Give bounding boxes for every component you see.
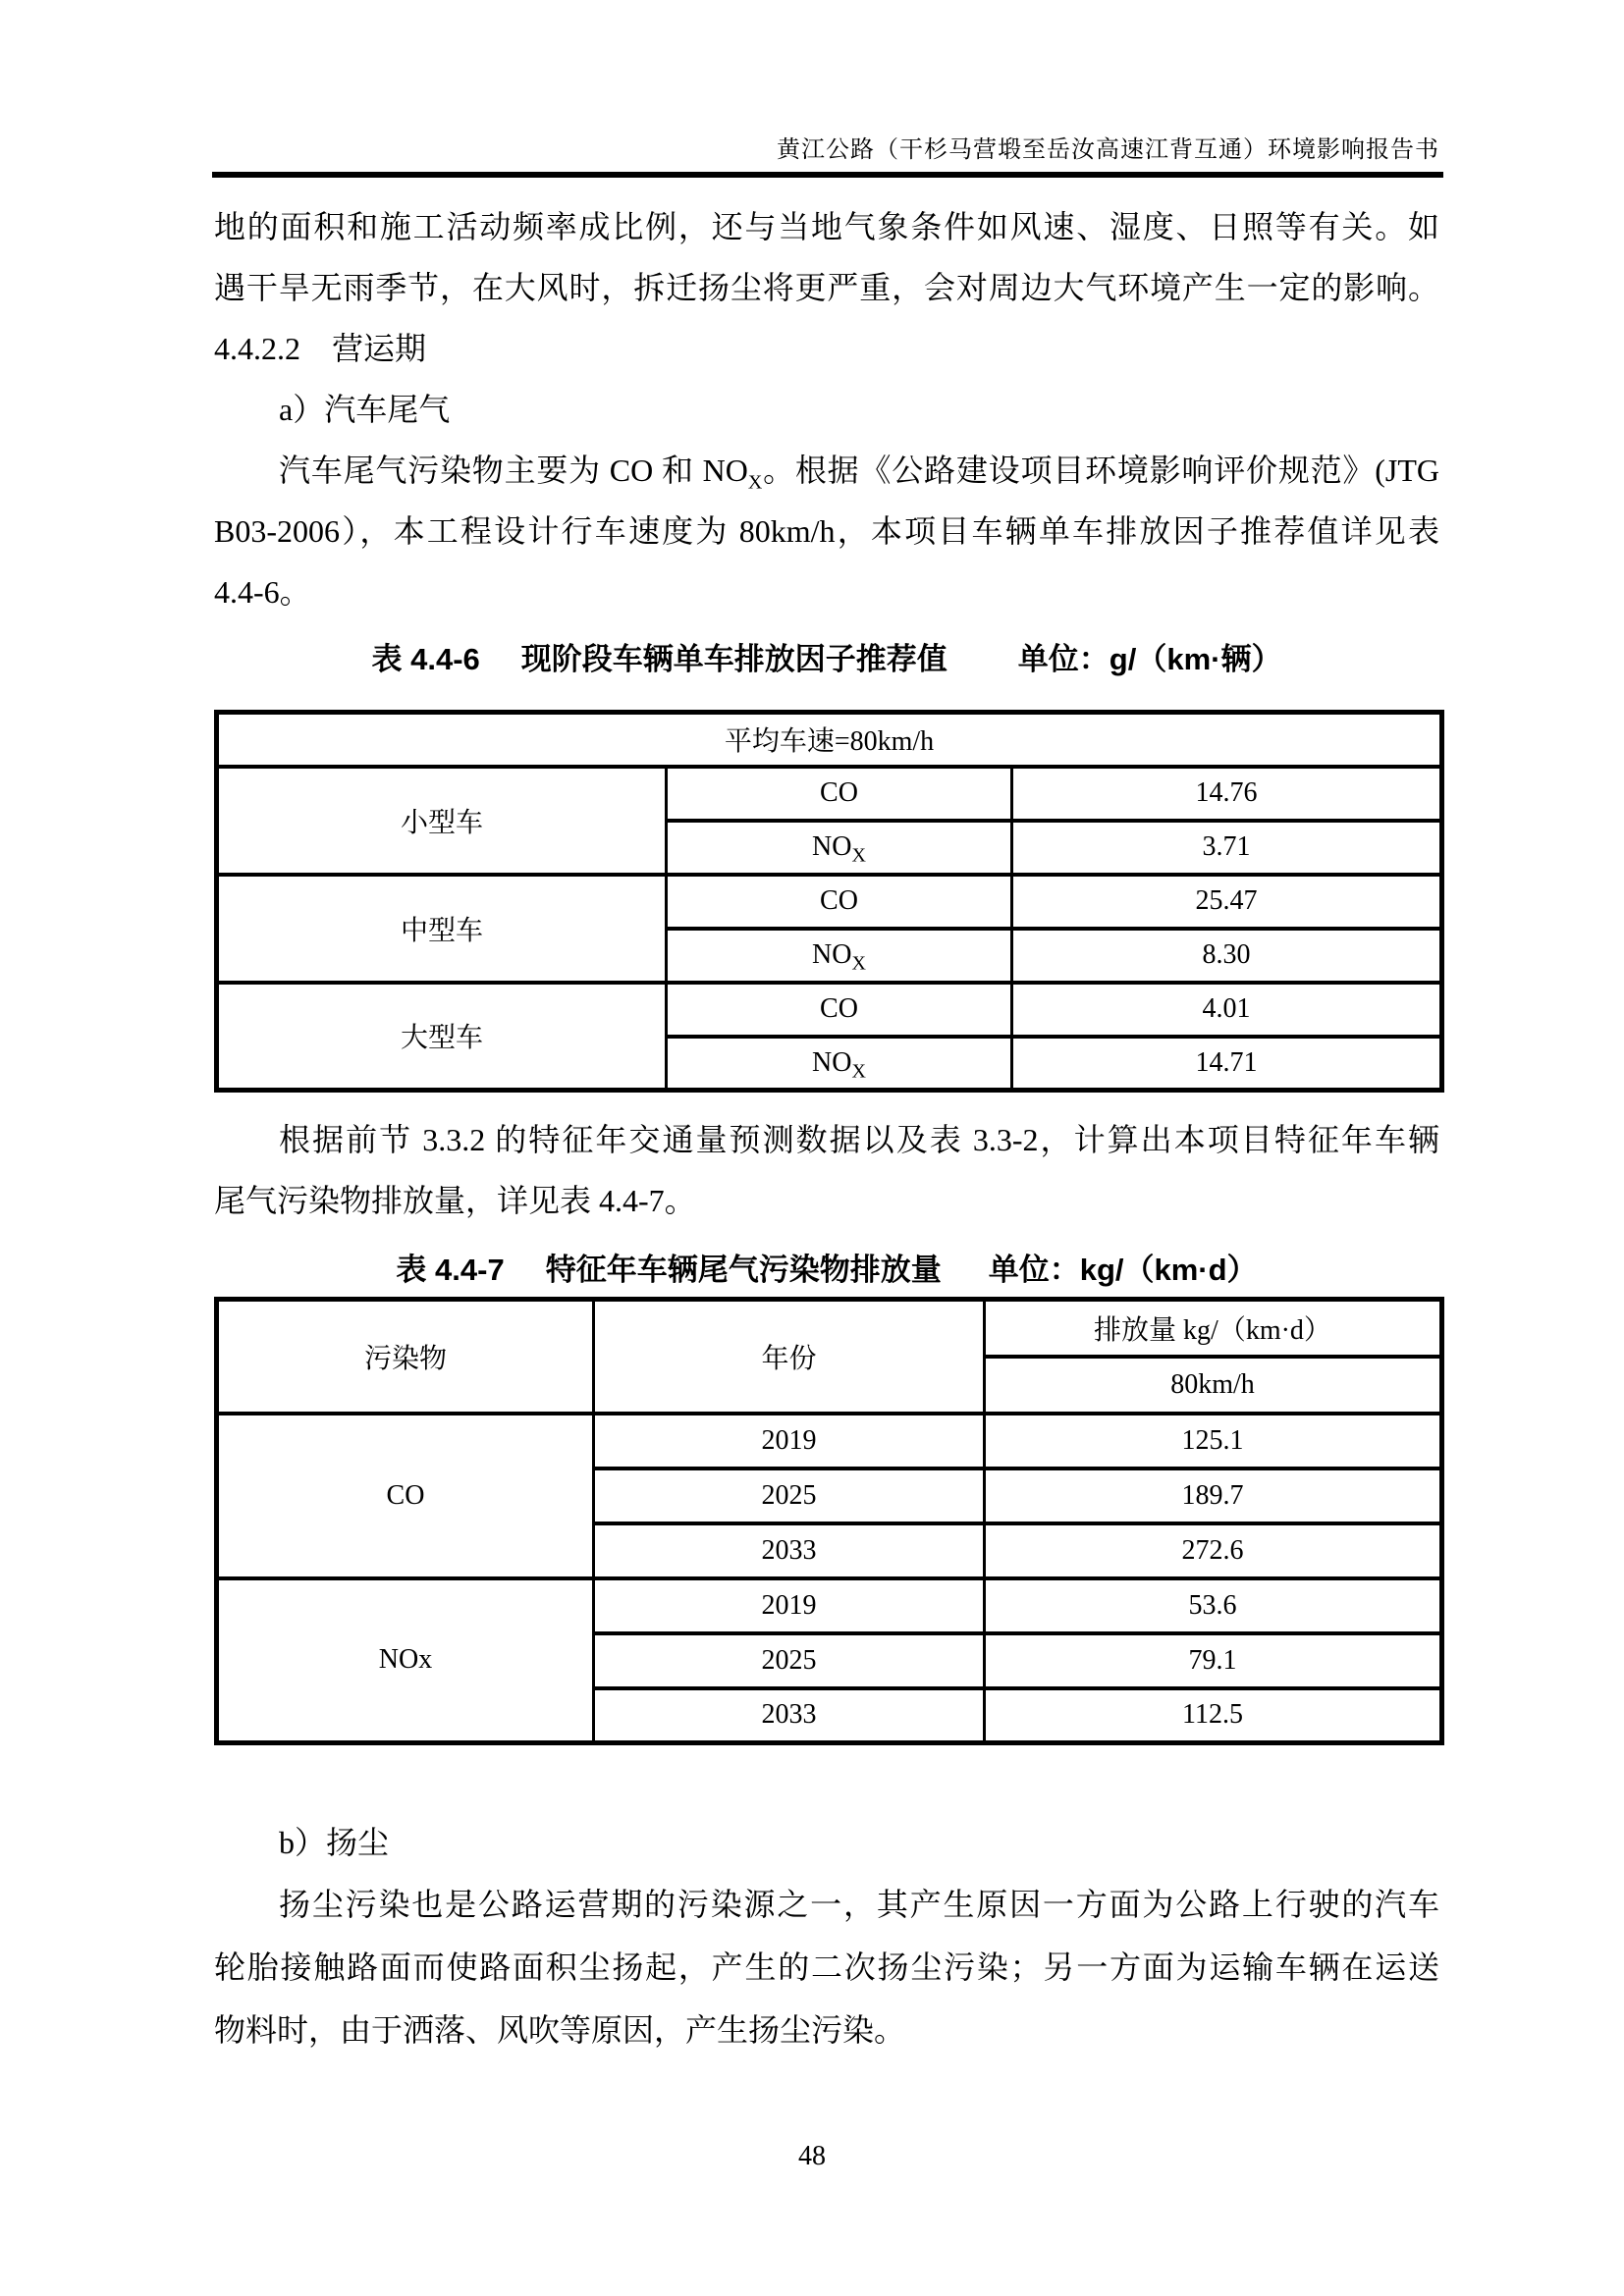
table-4-4-7 xyxy=(214,1297,1444,1745)
table-4-4-7-caption-label: 表 4.4-7 xyxy=(396,1252,505,1287)
value-cell: 25.47 xyxy=(1012,875,1442,929)
year-cell: 2019 xyxy=(594,1414,985,1468)
list-item-a xyxy=(214,379,1439,440)
value-cell: 79.1 xyxy=(985,1633,1442,1688)
paragraph-4-line-1: 扬尘污染也是公路运营期的污染源之一，其产生原因一方面为公路上行驶的汽车 xyxy=(279,1887,1439,1922)
pollutant-label: NO xyxy=(812,1046,852,1078)
table-row xyxy=(217,713,1442,767)
paragraph-2-line-1-post: 。根据《公路建设项目环境影响评价规范》(JTG xyxy=(762,453,1439,488)
value-cell: 272.6 xyxy=(985,1523,1442,1578)
nox-subscript: X xyxy=(747,471,763,494)
year-cell: 2025 xyxy=(594,1633,985,1688)
vehicle-type-cell: 小型车 xyxy=(217,767,667,875)
table-4-4-7-caption-title: 特征年车辆尾气污染物排放量 xyxy=(545,1252,942,1287)
value-cell: 189.7 xyxy=(985,1468,1442,1523)
table-row xyxy=(217,1300,1442,1357)
pollutant-label: CO xyxy=(820,777,858,808)
nox-subscript: X xyxy=(851,1060,866,1083)
table-row xyxy=(217,1578,1442,1633)
paragraph-2-line-1 xyxy=(214,440,1439,501)
pollutant-cell xyxy=(667,1037,1012,1091)
paragraph-3-line-2: 尾气污染物排放量，详见表 4.4-7。 xyxy=(214,1183,696,1218)
paragraph-3 xyxy=(214,1109,1439,1231)
list-item-b-text: b）扬尘 xyxy=(279,1825,390,1860)
paragraph-2-line-2: B03-2006），本工程设计行车速度为 80km/h，本项目车辆单车排放因子推荐值详见表 xyxy=(214,513,1439,549)
paragraph-3-line-1: 根据前节 3.3.2 的特征年交通量预测数据以及表 3.3-2，计算出本项目特征年车辆 xyxy=(279,1122,1439,1157)
value-cell: 4.01 xyxy=(1012,983,1442,1037)
list-item-b xyxy=(214,1812,1439,1873)
table-4-4-6-caption-label: 表 4.4-6 xyxy=(371,641,480,676)
paragraph-1 xyxy=(214,196,1439,318)
table-4-4-6-speed-header: 平均车速=80km/h xyxy=(217,713,1442,767)
pollutant-cell xyxy=(667,875,1012,929)
table-row xyxy=(217,875,1442,929)
nox-subscript: X xyxy=(851,952,866,975)
value-cell: 53.6 xyxy=(985,1578,1442,1633)
pollutant-cell xyxy=(667,983,1012,1037)
paragraph-4-line-2: 轮胎接触路面而使路面积尘扬起，产生的二次扬尘污染；另一方面为运输车辆在运送 xyxy=(214,1949,1439,1985)
pollutant-cell xyxy=(667,821,1012,875)
running-header-rule xyxy=(212,172,1443,178)
vehicle-type-cell: 大型车 xyxy=(217,983,667,1091)
value-cell: 112.5 xyxy=(985,1688,1442,1743)
table-4-4-7-caption-unit: 单位：kg/（km·d） xyxy=(988,1252,1258,1287)
section-heading-4-4-2-2 xyxy=(214,318,1439,379)
pollutant-label: CO xyxy=(820,993,858,1024)
table-row xyxy=(217,767,1442,821)
table-4-4-6-caption-title: 现阶段车辆单车排放因子推荐值 xyxy=(520,641,947,676)
year-cell: 2033 xyxy=(594,1688,985,1743)
pollutant-label: CO xyxy=(820,885,858,916)
table-4-4-7-caption xyxy=(214,1245,1439,1288)
pollutant-cell xyxy=(667,767,1012,821)
pollutant-label: NO xyxy=(812,831,852,862)
paragraph-2-line-1-pre: 汽车尾气污染物主要为 CO 和 NO xyxy=(279,453,748,488)
pollutant-cell: NOx xyxy=(217,1578,594,1743)
year-column-header: 年份 xyxy=(594,1300,985,1414)
vehicle-type-cell: 中型车 xyxy=(217,875,667,983)
table-4-4-6-caption xyxy=(214,634,1439,677)
pollutant-cell: CO xyxy=(217,1414,594,1578)
pollutant-cell xyxy=(667,929,1012,983)
value-cell: 14.76 xyxy=(1012,767,1442,821)
table-row xyxy=(217,1414,1442,1468)
year-cell: 2033 xyxy=(594,1523,985,1578)
year-cell: 2025 xyxy=(594,1468,985,1523)
paragraph-2-line-3: 4.4-6。 xyxy=(214,574,311,610)
table-row xyxy=(217,983,1442,1037)
paragraph-1-line-1: 地的面积和施工活动频率成比例，还与当地气象条件如风速、湿度、日照等有关。如 xyxy=(214,209,1439,244)
pollutant-label: NO xyxy=(812,939,852,970)
emission-column-header: 排放量 kg/（km·d） xyxy=(985,1300,1442,1357)
pollutant-column-header: 污染物 xyxy=(217,1300,594,1414)
value-cell: 3.71 xyxy=(1012,821,1442,875)
value-cell: 8.30 xyxy=(1012,929,1442,983)
paragraph-1-line-2: 遇干旱无雨季节，在大风时，拆迁扬尘将更严重，会对周边大气环境产生一定的影响。 xyxy=(214,270,1439,305)
table-4-4-6-caption-unit: 单位：g/（km·辆） xyxy=(1017,641,1282,676)
list-item-a-text: a）汽车尾气 xyxy=(279,392,451,427)
speed-subheader: 80km/h xyxy=(985,1357,1442,1414)
year-cell: 2019 xyxy=(594,1578,985,1633)
running-header-title: 黄江公路（干杉马营塅至岳汝高速江背互通）环境影响报告书 xyxy=(777,136,1439,163)
paragraph-4-line-3: 物料时，由于洒落、风吹等原因，产生扬尘污染。 xyxy=(214,2012,906,2048)
value-cell: 14.71 xyxy=(1012,1037,1442,1091)
value-cell: 125.1 xyxy=(985,1414,1442,1468)
paragraph-4 xyxy=(214,1873,1439,2061)
page-number: 48 xyxy=(798,2141,826,2171)
nox-subscript: X xyxy=(851,844,866,867)
paragraph-2 xyxy=(214,440,1439,622)
section-heading-text: 4.4.2.2 营运期 xyxy=(214,331,427,366)
table-4-4-6 xyxy=(214,710,1444,1093)
